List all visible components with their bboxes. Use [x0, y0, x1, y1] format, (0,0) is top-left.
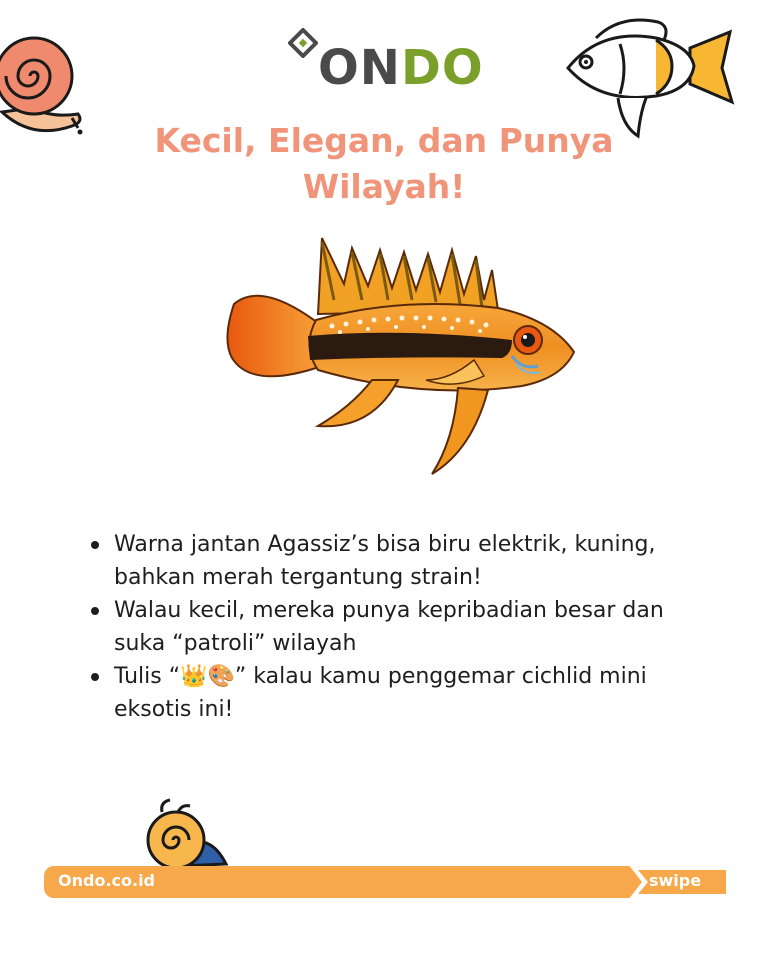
- fact-list: [88, 528, 708, 726]
- title-line-1: Kecil, Elegan, dan Punya: [154, 121, 614, 160]
- page-title: [100, 118, 668, 210]
- list-item: Tulis “👑🎨” kalau kamu penggemar cichlid mini eksotis ini!: [88, 660, 708, 726]
- apistogramma-fish-illustration: [222, 230, 582, 480]
- footer-url-link[interactable]: Ondo.co.id: [58, 871, 156, 890]
- snail-icon: [0, 22, 92, 142]
- logo-text-accent: DO: [400, 40, 484, 96]
- snail-small-icon: [140, 798, 236, 870]
- logo-mark-icon: [288, 28, 318, 58]
- logo[interactable]: [318, 40, 484, 96]
- list-item: Walau kecil, mereka punya kepribadian besar dan suka “patroli” wilayah: [88, 594, 708, 660]
- title-line-2: Wilayah!: [302, 167, 466, 206]
- list-item: Warna jantan Agassiz’s bisa biru elektrik, kuning, bahkan merah tergantung strain!: [88, 528, 708, 594]
- swipe-button[interactable]: swipe: [648, 871, 702, 890]
- logo-text-dark: ON: [318, 40, 401, 96]
